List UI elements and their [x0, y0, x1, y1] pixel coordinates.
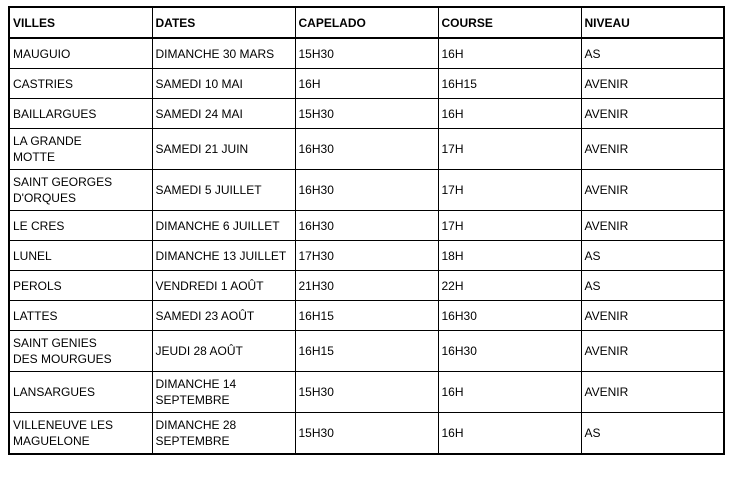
table-body [9, 38, 724, 454]
cell-date: SAMEDI 23 AOÛT [152, 301, 295, 331]
cell-date: SAMEDI 5 JUILLET [152, 170, 295, 211]
cell-course: 16H [438, 372, 581, 413]
table-row [9, 271, 724, 301]
cell-date: SAMEDI 10 MAI [152, 69, 295, 99]
cell-date: VENDREDI 1 AOÛT [152, 271, 295, 301]
header-niveau: NIVEAU [581, 7, 724, 38]
cell-date: DIMANCHE 14 SEPTEMBRE [152, 372, 295, 413]
header-dates: DATES [152, 7, 295, 38]
cell-ville: LUNEL [9, 241, 152, 271]
cell-course: 17H [438, 129, 581, 170]
header-villes: VILLES [9, 7, 152, 38]
cell-capelado: 16H30 [295, 170, 438, 211]
cell-ville: LA GRANDE MOTTE [9, 129, 152, 170]
cell-ville: LATTES [9, 301, 152, 331]
cell-date: DIMANCHE 6 JUILLET [152, 211, 295, 241]
cell-capelado: 16H30 [295, 129, 438, 170]
cell-niveau: AS [581, 241, 724, 271]
cell-niveau: AS [581, 271, 724, 301]
cell-capelado: 17H30 [295, 241, 438, 271]
cell-niveau: AS [581, 38, 724, 69]
cell-niveau: AVENIR [581, 69, 724, 99]
cell-date: JEUDI 28 AOÛT [152, 331, 295, 372]
cell-ville: CASTRIES [9, 69, 152, 99]
table-row [9, 129, 724, 170]
cell-ville: LE CRES [9, 211, 152, 241]
cell-niveau: AVENIR [581, 170, 724, 211]
cell-niveau: AVENIR [581, 211, 724, 241]
table-row [9, 170, 724, 211]
cell-date: SAMEDI 21 JUIN [152, 129, 295, 170]
cell-capelado: 15H30 [295, 99, 438, 129]
cell-capelado: 15H30 [295, 38, 438, 69]
cell-date: DIMANCHE 13 JUILLET [152, 241, 295, 271]
cell-niveau: AS [581, 413, 724, 455]
table-row [9, 241, 724, 271]
cell-course: 17H [438, 211, 581, 241]
cell-capelado: 15H30 [295, 372, 438, 413]
cell-ville: PEROLS [9, 271, 152, 301]
header-row [9, 7, 724, 38]
cell-ville: VILLENEUVE LES MAGUELONE [9, 413, 152, 455]
cell-course: 16H30 [438, 331, 581, 372]
cell-date: DIMANCHE 30 MARS [152, 38, 295, 69]
cell-ville: SAINT GENIES DES MOURGUES [9, 331, 152, 372]
cell-date: DIMANCHE 28 SEPTEMBRE [152, 413, 295, 455]
table-row [9, 69, 724, 99]
cell-course: 17H [438, 170, 581, 211]
cell-capelado: 16H15 [295, 301, 438, 331]
cell-capelado: 16H15 [295, 331, 438, 372]
cell-capelado: 15H30 [295, 413, 438, 455]
table-header [9, 7, 724, 38]
cell-niveau: AVENIR [581, 372, 724, 413]
header-capelado: CAPELADO [295, 7, 438, 38]
table-row [9, 211, 724, 241]
cell-course: 18H [438, 241, 581, 271]
cell-niveau: AVENIR [581, 99, 724, 129]
cell-course: 16H15 [438, 69, 581, 99]
cell-course: 16H [438, 38, 581, 69]
cell-niveau: AVENIR [581, 129, 724, 170]
cell-niveau: AVENIR [581, 301, 724, 331]
table-row [9, 413, 724, 455]
table-row [9, 331, 724, 372]
cell-ville: SAINT GEORGES D'ORQUES [9, 170, 152, 211]
cell-course: 16H [438, 99, 581, 129]
cell-ville: LANSARGUES [9, 372, 152, 413]
cell-course: 22H [438, 271, 581, 301]
header-course: COURSE [438, 7, 581, 38]
table-row [9, 38, 724, 69]
cell-capelado: 21H30 [295, 271, 438, 301]
cell-niveau: AVENIR [581, 331, 724, 372]
cell-capelado: 16H [295, 69, 438, 99]
cell-ville: BAILLARGUES [9, 99, 152, 129]
cell-ville: MAUGUIO [9, 38, 152, 69]
cell-capelado: 16H30 [295, 211, 438, 241]
cell-course: 16H30 [438, 301, 581, 331]
table-row [9, 372, 724, 413]
cell-course: 16H [438, 413, 581, 455]
table-row [9, 301, 724, 331]
cell-date: SAMEDI 24 MAI [152, 99, 295, 129]
table-row [9, 99, 724, 129]
schedule-table [8, 6, 725, 455]
